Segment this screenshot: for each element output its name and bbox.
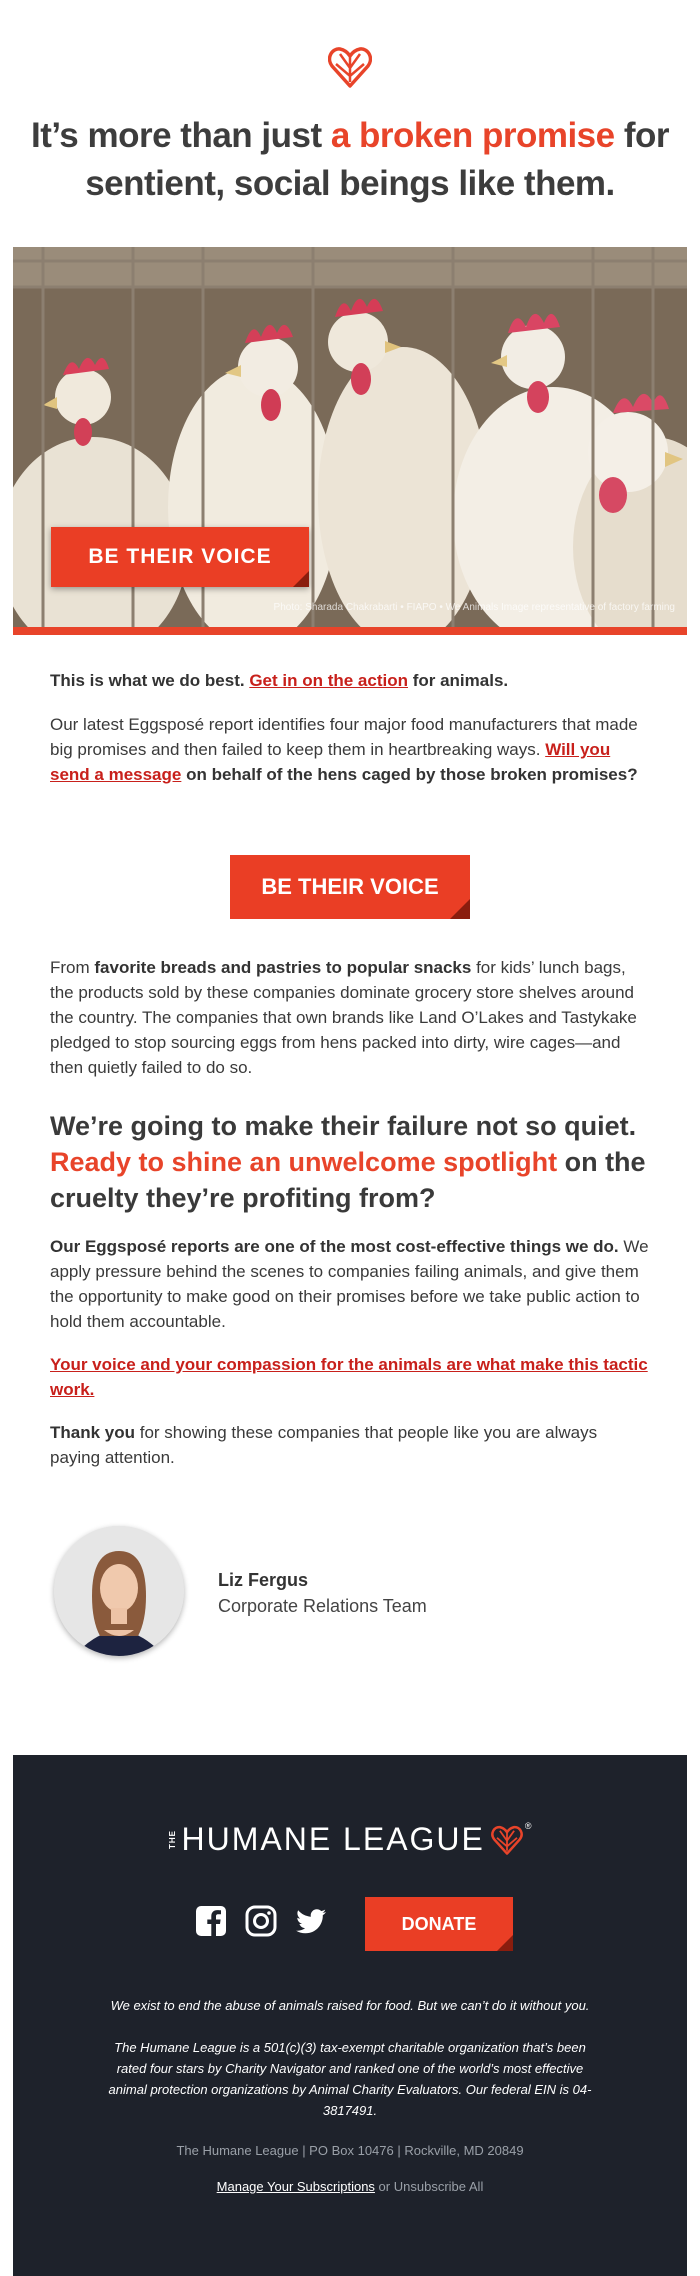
or-text: or [374,2179,394,2194]
effective-bold: Our Eggsposé reports are one of the most cost-effective things we do. [50,1237,619,1256]
mission-text: We exist to end the abuse of animals raised for food. But we can’t do it without you. [110,1998,590,2013]
social-links [195,1905,327,1937]
twitter-icon[interactable] [295,1905,327,1937]
instagram-icon[interactable] [245,1905,277,1937]
photo-credit: Photo: Sharada Chakrabarti • FIAPO • We Animals Image representative of factory farming [273,602,675,613]
signature-name: Liz Fergus [218,1570,309,1590]
brand-logo[interactable] [13,1821,687,1858]
subhead-pre: We’re going to make their failure not so quiet. [50,1111,637,1141]
portrait-illustration [54,1526,184,1656]
subheadline [50,1108,660,1216]
effective-text: We apply pressure behind the scenes to companies failing animals, and give them the opportunity to make good on their promises before we take public action to hold them accountable. [50,1237,649,1331]
effective-paragraph [50,1234,650,1334]
donate-button[interactable]: DONATE [365,1897,513,1951]
heart-logo-icon [328,46,372,88]
avatar [54,1526,184,1656]
subhead-post: on the cruelty they’re profiting from? [50,1147,646,1213]
hero-be-their-voice-button[interactable]: BE THEIR VOICE [51,527,309,587]
be-their-voice-button[interactable]: BE THEIR VOICE [230,855,470,919]
hero-image[interactable] [13,247,687,627]
headline-text: It’s more than just [30,116,331,155]
products-paragraph [50,955,650,1080]
products-bold: favorite breads and pastries to popular snacks [94,958,472,977]
report-text: Our latest Eggsposé report identifies four major food manufacturers that made big promises and then failed to keep them in heartbreaking ways. [50,715,638,759]
intro-bold: This is what we do best. [50,671,250,690]
products-pre: From [50,958,95,977]
intro-tail: for animals. [407,671,509,690]
headline-accent: a broken promise [330,116,615,155]
footer [13,1755,687,2276]
hero-accent-bar [13,627,687,635]
your-voice-link[interactable]: Your voice and your compassion for the animals are what make this tactic work. [50,1355,648,1399]
voice-paragraph [50,1352,650,1402]
brand-name: HUMANE LEAGUE [181,1821,485,1857]
mailing-address: The Humane League | PO Box 10476 | Rockville, MD 20849 [176,2143,524,2158]
unsubscribe-all-link[interactable]: Unsubscribe All [393,2179,484,2194]
headline [30,112,670,208]
headline-text-tail: for sentient, social beings like them. [85,116,669,203]
signature-team: Corporate Relations Team [218,1596,427,1616]
intro-paragraph [50,668,650,693]
heart-logo-icon [491,1825,523,1855]
manage-subscriptions-link[interactable]: Manage Your Subscriptions [216,2179,375,2194]
send-message-link[interactable]: Will you send a message [50,740,611,784]
get-in-on-action-link[interactable]: Get in on the action [249,671,408,690]
report-paragraph [50,712,650,787]
thanks-paragraph [50,1420,650,1470]
thanks-bold: Thank you [50,1423,136,1442]
subhead-accent: Ready to shine an unwelcome spotlight [50,1147,558,1177]
registered-mark: ® [524,1821,532,1831]
thanks-text: for showing these companies that people like you are always paying attention. [50,1423,598,1467]
brand-the: THE [168,1830,178,1849]
facebook-icon[interactable] [195,1905,227,1937]
legal-text: The Humane League is a 501(c)(3) tax-exempt charitable organization that’s been rated four stars by Charity Navigator and ranked one of the world’s most effective animal protection organizations by Animal Charity Evaluators. Our federal EIN is 04-3817491. [108,2040,592,2118]
products-post: for kids’ lunch bags, the products sold by these companies dominate grocery store shelves around the country. The companies that own brands like Land O’Lakes and Tastykake pledged to stop sourcing eggs from hens packed into dirty, wire cages—and then quietly failed to do so. [50,958,637,1077]
subscription-links [13,2179,687,2194]
report-tail: on behalf of the hens caged by those broken promises? [181,765,638,784]
